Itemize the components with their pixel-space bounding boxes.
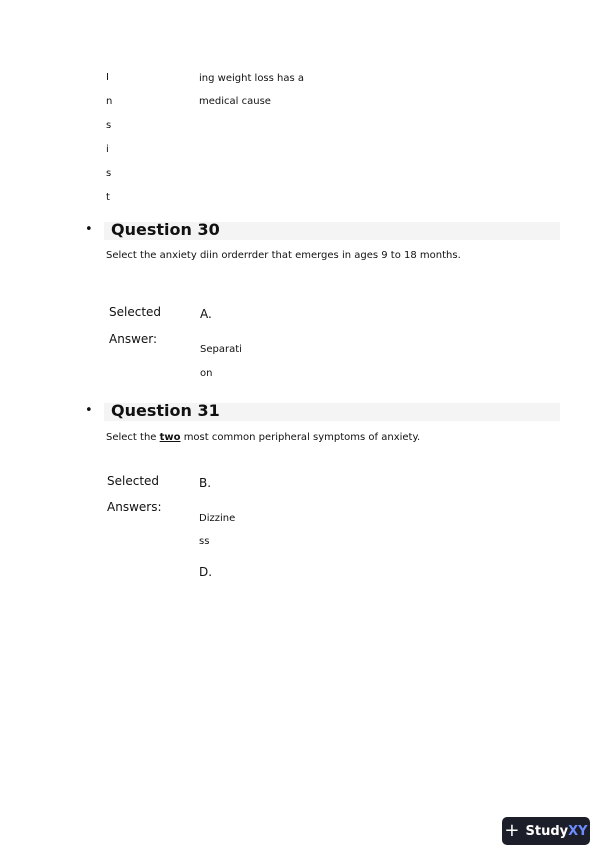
bullet-icon: •: [85, 403, 93, 418]
answer-text: on: [200, 368, 213, 379]
prompt-text: Select the: [106, 432, 160, 443]
question-31-prompt: [106, 432, 420, 443]
question-31-title: Question 31: [111, 401, 220, 420]
question-30-prompt: Select the anxiety diin orderrder that emerges in ages 9 to 18 months.: [106, 250, 461, 261]
answer-letter: D.: [199, 565, 213, 579]
brand-accent: XY: [568, 823, 588, 839]
answer-text: Dizzine: [199, 513, 236, 524]
selected-label: Selected: [109, 305, 162, 319]
vertical-letter: n: [106, 96, 113, 107]
vertical-letter: I: [106, 72, 109, 83]
selected-label: Selected: [107, 474, 160, 488]
fragment-text-line-2: medical cause: [199, 96, 271, 107]
question-30-title: Question 30: [111, 220, 220, 239]
studyxy-logo: [502, 817, 590, 845]
bullet-icon: •: [85, 222, 93, 237]
vertical-letter: s: [106, 168, 112, 179]
vertical-letter: t: [106, 192, 110, 203]
answer-letter: A.: [200, 307, 212, 321]
prompt-emphasis: two: [159, 432, 181, 443]
answers-label: Answers:: [107, 500, 162, 514]
fragment-text-line-1: ing weight loss has a: [199, 73, 305, 84]
prompt-text: most common peripheral symptoms of anxiety.: [180, 432, 421, 443]
answer-text: ss: [199, 536, 210, 547]
answer-letter: B.: [199, 476, 212, 490]
vertical-letter: s: [106, 120, 112, 131]
brand-main: Study: [525, 823, 569, 839]
vertical-letter: i: [106, 144, 109, 155]
plus-icon: +: [504, 820, 520, 841]
answer-text: Separati: [200, 344, 242, 355]
answer-label: Answer:: [109, 332, 158, 346]
